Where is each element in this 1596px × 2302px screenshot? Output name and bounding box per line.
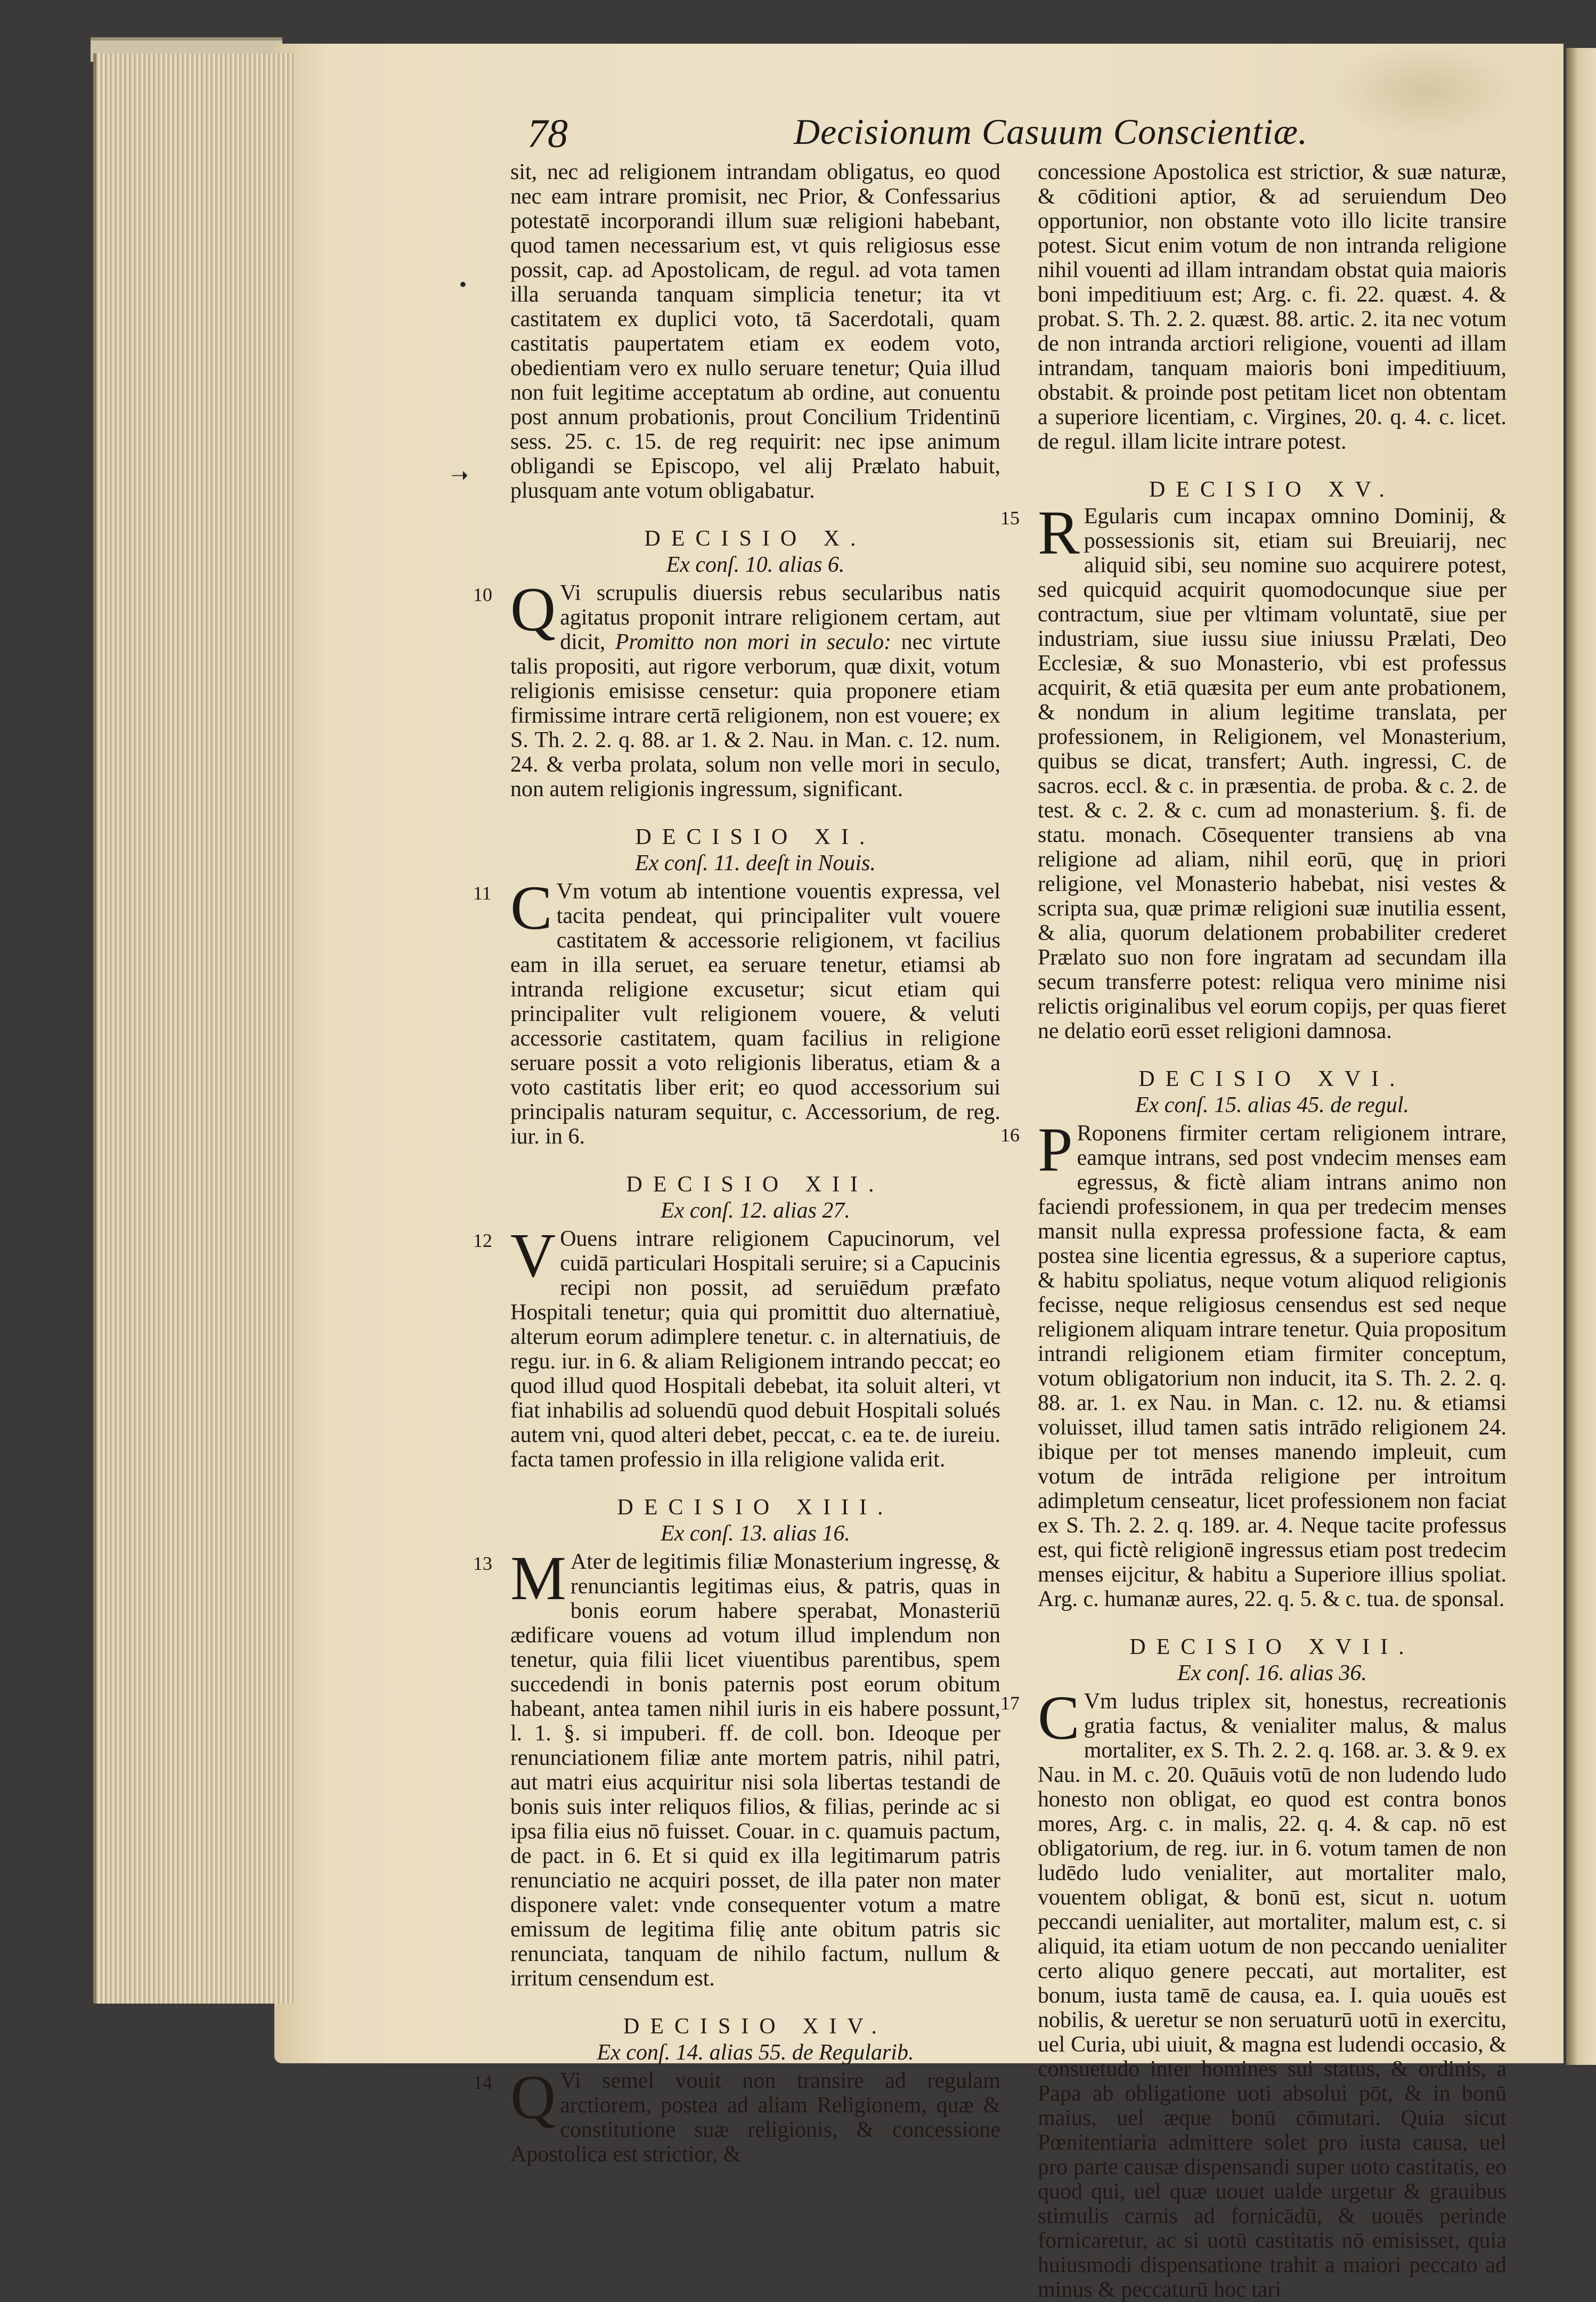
decision-source: Ex conſ. 16. alias 36. bbox=[1177, 1661, 1367, 1685]
decision-text: Vi semel vouit non transire ad regulam arctiorem, postea ad aliam Religionem, quæ & constitutione suæ religionis, & concessione Apostolica est strictior, & bbox=[510, 2069, 1000, 2167]
decision-source: Ex conſ. 14. alias 55. de Regularib. bbox=[597, 2040, 914, 2065]
decision-source: Ex conſ. 15. alias 45. de regul. bbox=[1135, 1093, 1410, 1117]
drop-cap: C bbox=[510, 873, 552, 943]
decision-source: Ex conſ. 10. alias 6. bbox=[666, 553, 845, 577]
page-number: 78 bbox=[527, 111, 568, 156]
decision-number: 15 bbox=[1000, 507, 1020, 529]
carryover-paragraph: concessione Apostolica est strictior, & suæ naturæ, & cōditioni aptior, & ad seruiendum Deo opportunior, non obstante voto illo licite transire potest. Sicut enim votum de non intranda religione nihil vouenti ad illam intrandam obstat quia maioris boni impeditiuum est; Arg. c. fi. 22. quæst. 4. & probat. S. Th. 2. 2. quæst. 88. artic. 2. ita nec votum de non intranda arctiori religione, vouenti ad illam intrandam, tanquam maioris boni impeditiuum, obstabit. & proinde post petitam licet non obtentam a superiore licentiam, c. Virgines, 20. q. 4. c. licet. de regul. illam licite intrare potest. bbox=[1038, 160, 1507, 454]
decision-heading: DECISIO X. bbox=[644, 526, 867, 551]
decision-text-cont: nec virtute talis propositi, aut rigore verborum, quæ dixit, votum religionis emisisse censetur: quia proponere etiam firmissime intrare certā religionem, non est vouere; ex S. Th. 2. 2. q. 88. ar 1. & 2. Nau. in Man. c. 12. num. 24. & verba prolata, solum non velle mori in seculo, non autem religionis ingressum, significant. bbox=[510, 630, 1001, 801]
decision-heading: DECISIO XIV. bbox=[623, 2014, 887, 2039]
drop-cap: Q bbox=[510, 574, 556, 644]
decision-text: Vi scrupulis diuersis rebus secularibus natis agitatus proponit intrare religionem certam, aut dicit, bbox=[560, 581, 1000, 654]
left-column bbox=[473, 160, 1001, 2167]
decision-number: 17 bbox=[1000, 1692, 1020, 1714]
decision-paragraph bbox=[473, 1543, 1000, 1991]
decision-paragraph bbox=[1000, 498, 1507, 1043]
decision-paragraph bbox=[1000, 1683, 1507, 2302]
decision-source: Ex conſ. 11. deeſt in Nouis. bbox=[635, 851, 876, 876]
decision-text: Egularis cum incapax omnino Dominij, & possessionis sit, etiam sui Breuiarij, nec aliquid sibi, seu nomine suo acquirere potest, sed quicquid acquirit quomodocunque siue per contractum, siue per vltimam voluntatē, siue per industriam, siue iussu siue iniussu Prælati, Deo Ecclesiæ, & suo Monasterio, vbi est professus acquirit, & etiā quæsita per eum ante probationem, & nondum in alium legitime translata, per professionem, in Religionem, vel Monasterium, quibus se dicat, transfert; Auth. ingressi, C. de sacros. eccl. & c. in præsentia. de proba. & c. 2. de test. & c. 2. & c. cum ad monasterium. §. fi. de statu. monach. Cōsequenter transiens ab vna religione ad aliam, nihil eorū, quę in priori religione, vel Monasterio habebat, nisi vestes & scripta sua, quæ primæ religioni suæ inutilia essent, & alia, quorum delationem probabiliter crederet Prælato suo non fore ingratam ad secundam illa secum transferre potest: reliqua vero minime nisi relictis originalibus vel eorum copijs, per quas fieret ne delatio eorū esset religioni damnosa. bbox=[1038, 504, 1507, 1043]
decision-source: Ex conſ. 12. alias 27. bbox=[661, 1198, 850, 1223]
drop-cap: R bbox=[1038, 498, 1080, 568]
carryover-paragraph: sit, nec ad religionem intrandam obligatus, eo quod nec eam intrare promisit, nec Prior, & Confessarius potestatē incorporandi illum suæ religioni habebant, quod tamen necessarium est, vt quis religiosus esse possit, cap. ad Apostolicam, de regul. ad vota tamen illa seruanda tanquam simplicia tenetur; ita vt castitatem ex duplici voto, tā Sacerdotali, quam castitatis paupertatem etiam ex eodem voto, obedientiam vero ex nullo seruare tenetur; Quia illud non fuit legitime acceptatum ab ordine, aut conuentu post annum probationis, prout Concilium Tridentinū sess. 25. c. 15. de reg requirit: nec ipse animum obligandi se Episcopo, vel alij Prælato habuit, plusquam ante votum obligabatur. bbox=[510, 160, 1000, 503]
page-edges bbox=[93, 53, 294, 2004]
drop-cap: P bbox=[1038, 1115, 1073, 1185]
decision-heading: DECISIO XIII. bbox=[617, 1495, 894, 1520]
margin-mark: • bbox=[459, 272, 467, 296]
decision-paragraph bbox=[473, 2062, 1000, 2167]
decision-number: 13 bbox=[473, 1553, 492, 1574]
paper-stain bbox=[1332, 43, 1518, 139]
decision-text: Roponens firmiter certam religionem intrare, eamque intrans, sed post vndecim menses eam egressus, & fictè aliam intrans animo non faciendi professionem, in qua per tredecim menses mansit nulla expressa professione facta, & eam postea sine licentia egressus, & a superiore captus, & habitu spoliatus, neque votum aliquod religionis fecisse, neque religiosus censendus est sed neque religionem aliquam intrare tenetur. Quia propositum intrandi religionem etiam firmiter conceptum, votum obligatorium non inducit, ita S. Th. 2. 2. q. 88. ar. 1. ex Nau. in Man. c. 12. nu. & etiamsi voluisset, illud tamen satis intrādo religionem 24. ibique per tot menses manendo impleuit, cum votum de intrāda religione per introitum adimpletum censeatur, licet professionem non faciat ex S. Th. 2. 2. q. 189. ar. 4. Neque tacite professus est, qui fictè religionē ingressus etiam post tredecim menses eijcitur, & habitu a Superiore illius spoliat. Arg. c. humanæ aures, 22. q. 5. & c. tua. de sponsal. bbox=[1038, 1121, 1507, 1611]
decision-heading: DECISIO XV. bbox=[1149, 477, 1395, 502]
decision-number: 11 bbox=[473, 882, 492, 904]
facing-page-edge bbox=[1566, 48, 1596, 2065]
decision-paragraph bbox=[473, 574, 1001, 801]
drop-cap: C bbox=[1038, 1683, 1080, 1753]
decision-heading: DECISIO XVII. bbox=[1129, 1635, 1415, 1659]
decision-heading: DECISIO XVI. bbox=[1138, 1067, 1406, 1091]
decision-text: Vm votum ab intentione vouentis expressa, vel tacita pendeat, qui principaliter vult vouere castitatem & accessorie religionem, vt facilius eam in illa seruet, ea seruare tenetur, etiamsi ab intranda religione excusetur; sicut etiam qui principaliter vult religionem vouere, & veluti accessorie castitatem, quam facilius in religione seruare possit a voto religionis liberatus, etiam & a voto castitatis liber erit; eo quod accessorium sui principalis naturam sequitur, c. Accessorium, de reg. iur. in 6. bbox=[510, 879, 1000, 1149]
decision-heading: DECISIO XII. bbox=[626, 1172, 885, 1197]
decision-text: Vm ludus triplex sit, honestus, recreationis gratia factus, & venialiter malus, & malus mortaliter, ex S. Th. 2. 2. q. 168. ar. 3. & 9. ex Nau. in M. c. 20. Quāuis votū de non ludendo ludo honesto non obligat, eo quod est contra bonos mores, Arg. c. in malis, 22. q. 4. & cap. nō est obligatorium, de reg. iur. in 6. votum tamen de non ludēdo ludo venialiter, aut mortaliter malo, vouentem obligat, & bonū est, sicut n. uotum peccandi uenialiter, aut mortaliter, malum est, c. si aliquid, ita etiam uotum de non peccando uenialiter certo aliquo genere peccati, aut mortaliter, est bonum, iusta tamē de causa, ea. I. quia uouēs est nobilis, & ueretur se non seruaturū uotū in exercitu, uel Curia, ubi uiuit, & magna est ludendi occasio, & consuetudo inter homines sui status, & ordinis, a Papa ab obligatione uoti absolui pōt, & in bonū maius, uel æque bonū cōmutari. Quia sicut Pœnitentiaria admittere solet pro iusta causa, uel pro parte causæ dispensandi super uoto castitatis, eo quod qui, uel quæ uouet ualde urgetur & grauibus stimulis carnis ad fornicādū, & uouēs perinde fornicaretur, ac si uotū castitatis nō emisisset, quia huiusmodi dispensatione trahit a maiori peccato ad minus & peccaturū hoc tari bbox=[1038, 1689, 1507, 2302]
decision-source: Ex conſ. 13. alias 16. bbox=[661, 1521, 850, 1546]
decision-number: 10 bbox=[473, 584, 492, 605]
drop-cap: V bbox=[510, 1220, 556, 1290]
margin-mark: ➝ bbox=[451, 463, 469, 487]
right-column bbox=[1000, 160, 1507, 2302]
decision-number: 12 bbox=[473, 1230, 492, 1251]
decision-heading: DECISIO XI. bbox=[635, 825, 876, 849]
decision-text: Ouens intrare religionem Capucinorum, vel cuidā particulari Hospitali seruire; si a Capucinis recipi non possit, ad seruiēdum præfato Hospitali tenetur; quia qui promittit duo alternatiuè, alterum eorum adimplere tenetur. c. in alternatiuis, de regu. iur. in 6. & aliam Religionem intrando peccat; eo quod illud quod Hospitali debebat, ita soluit alteri, vt fiat inhabilis ad soluendū quod debuit Hospitali solués autem vni, quod alteri debet, peccat, c. ea te. de iureiu. facta tamen professio in illa religione valida erit. bbox=[510, 1227, 1000, 1472]
drop-cap: Q bbox=[510, 2062, 556, 2132]
running-title: Decisionum Casuum Conscientiæ. bbox=[794, 111, 1308, 152]
drop-cap: M bbox=[510, 1543, 566, 1613]
decision-number: 16 bbox=[1000, 1124, 1020, 1146]
decision-number: 14 bbox=[473, 2072, 492, 2093]
decision-paragraph bbox=[1000, 1115, 1507, 1611]
decision-paragraph bbox=[473, 873, 1000, 1149]
decision-text: Ater de legitimis filiæ Monasterium ingressę, & renunciantis legitimas eius, & patris, quas in bonis eorum habere sperabat, Monasteriū ædificare vouens ad votum illud implendum non tenetur, quia filii licet viuentibus parentibus, spem succedendi in bonis paternis post eorum obitum habeant, antea tamen nihil iuris in eis habere possunt, l. 1. §. si impuberi. ff. de coll. bon. Ideoque per renunciationem filiæ ante mortem patris, nihil patri, aut matri eius acquiritur nisi sola libertas testandi de bonis suis inter reliquos filios, & filias, perinde ac si ipsa filia eius nō fuisset. Couar. in c. quamuis pactum, de pact. in 6. Et si quid ex illa legitimarum patris renunciatio ne acquiri posset, de illa pater non mater disponere valet: vnde consequenter votum a matre emissum de legitima filię ante obitum patris sic renunciata, tanquam de nihilo factum, nullum & irritum censendum est. bbox=[510, 1550, 1000, 1991]
decision-quote: Promitto non mori in seculo: bbox=[615, 630, 892, 654]
decision-paragraph bbox=[473, 1220, 1000, 1472]
